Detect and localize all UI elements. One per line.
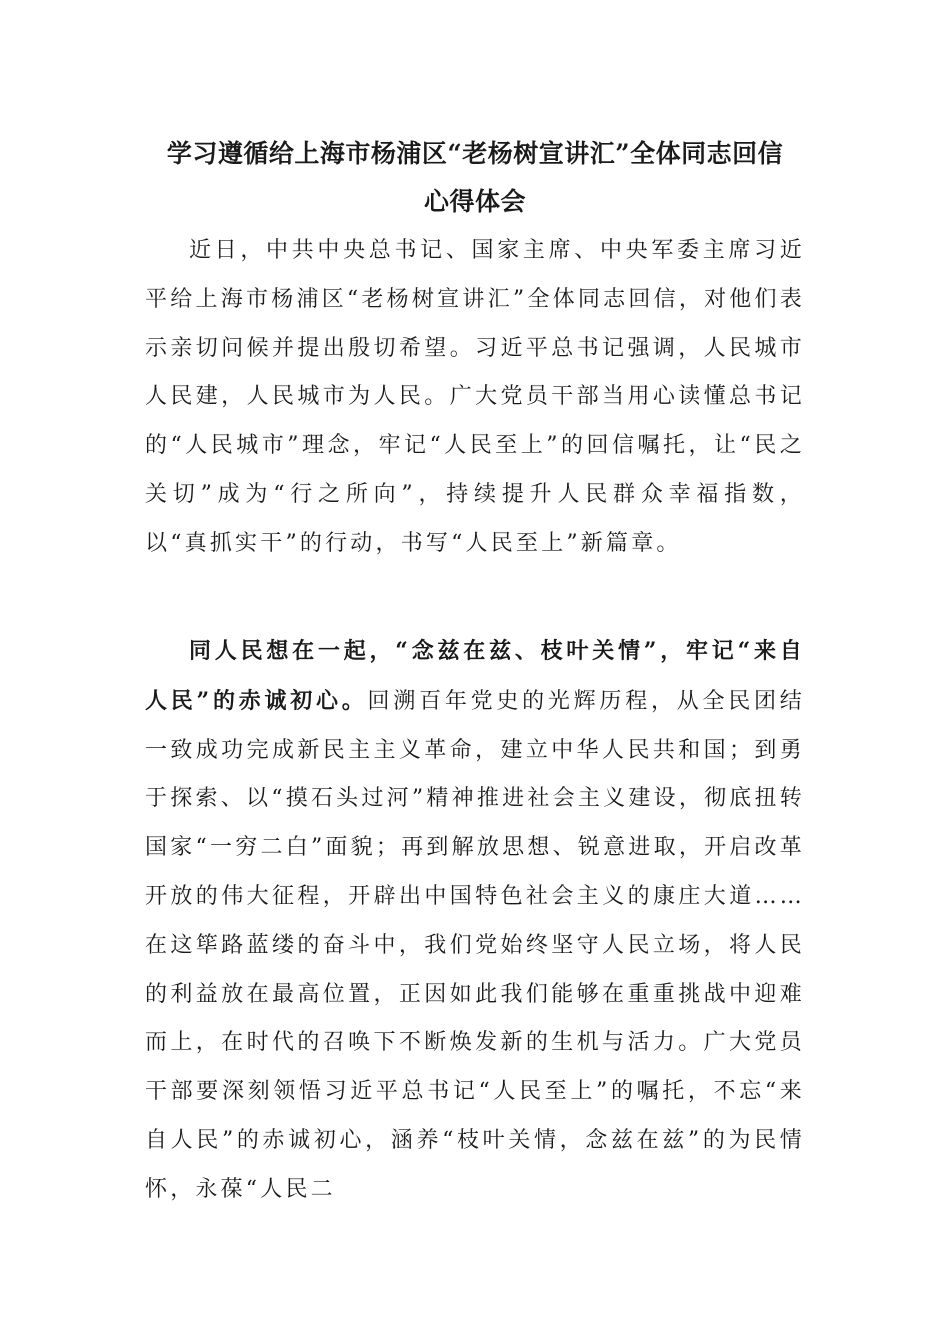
paragraph-2-body: 回溯百年党史的光辉历程，从全民团结一致成功完成新民主主义革命，建立中华人民共和国；到勇于探索、以“摸石头过河”精神推进社会主义建设，彻底扭转国家“一穷二白”面貌；再到解放思想、锐意进取，开启改革开放的伟大征程，开辟出中国特色社会主义的康庄大道……在这筚路蓝缕的奋斗中，我们党始终坚守人民立场，将人民的利益放在最高位置，正因如此我们能够在重重挑战中迎难而上，在时代的召唤下不断焕发新的生机与活力。广大党员干部要深刻领悟习近平总书记“人民至上”的嘱托，不忘“来自人民”的赤诚初心，涵养“枝叶关情，念兹在兹”的为民情怀，永葆“人民二 bbox=[145, 688, 805, 1202]
document-title-line2: 心得体会 bbox=[423, 187, 526, 216]
document-title-line1: 学习遵循给上海市杨浦区“老杨树宣讲汇”全体同志回信 bbox=[166, 139, 784, 168]
paragraph-2-heading: 同人民想在一起，“念兹在兹、枝叶关情”，牢记“来自人民”的赤诚初心。 bbox=[145, 638, 805, 714]
body-paragraph-1: 近日，中共中央总书记、国家主席、中央军委主席习近平给上海市杨浦区“老杨树宣讲汇”全体同志回信，对他们表示亲切问候并提出殷切希望。习近平总书记强调，人民城市人民建，人民城市为人民。广大党员干部当用心读懂总书记的“人民城市”理念，牢记“人民至上”的回信嘱托，让“民之关切”成为“行之所向”，持续提升人民群众幸福指数，以“真抓实干”的行动，书写“人民至上”新篇章。 bbox=[145, 238, 805, 556]
body-paragraph-2 bbox=[145, 627, 805, 1215]
